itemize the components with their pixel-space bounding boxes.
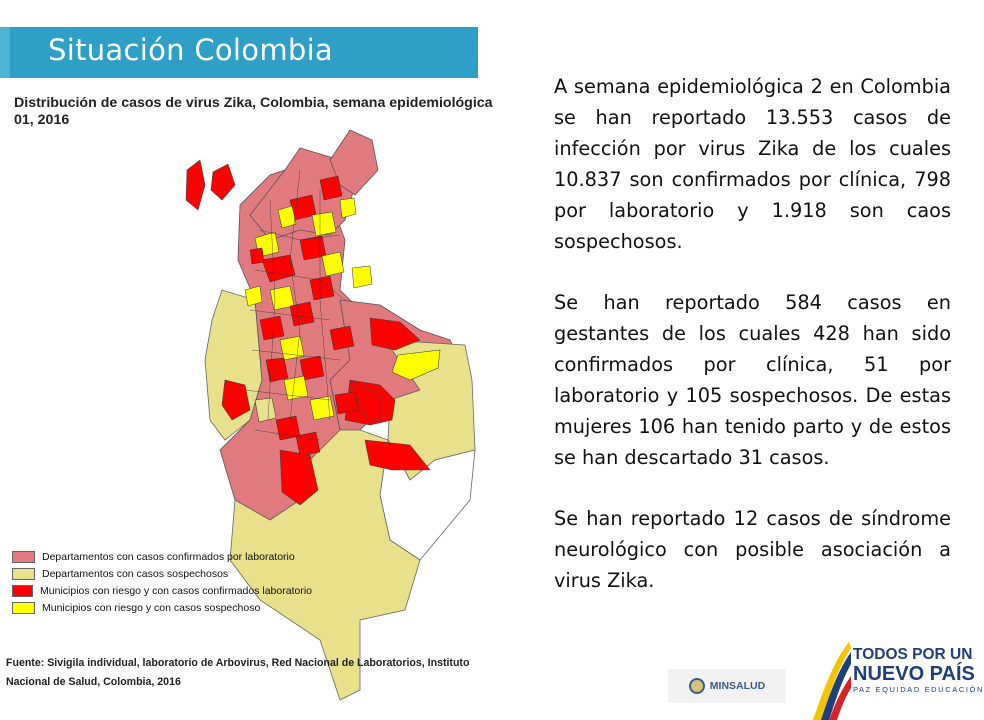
legend-swatch — [12, 602, 35, 614]
map-source: Fuente: Sivigila individual, laboratorio de Arbovirus, Red Nacional de Laboratorios, Instituto Nacional de Salud, Colombia, 2016 — [6, 657, 470, 688]
legend-item-suspected-dept — [12, 565, 312, 582]
slogan-line2: NUEVO PAÍS — [853, 663, 975, 685]
legend-item-risk-confirmed — [12, 582, 312, 599]
map-title: Distribución de casos de virus Zika, Colombia, semana epidemiológica 01, 2016 — [14, 95, 493, 128]
body-text — [554, 71, 951, 626]
paragraph-neurological: Se han reportado 12 casos de síndrome neurológico con posible asociación a virus Zika. — [554, 507, 951, 592]
slogan-line1: TODOS POR UN — [853, 646, 973, 663]
map-region-san-andres-a — [186, 160, 205, 210]
legend-swatch — [12, 568, 35, 580]
minsalud-label: MINSALUD — [709, 680, 766, 692]
map-region-san-andres-b — [211, 164, 235, 200]
paragraph-cases: A semana epidemiológica 2 en Colombia se han reportado 13.553 casos de infección por virus Zika de los cuales 10.837 son confirmados por clínica, 798 por laboratorio y 1.918 son caos sospechosos. — [554, 75, 951, 253]
page-title: Situación Colombia — [48, 33, 334, 67]
coat-of-arms-icon — [689, 678, 705, 694]
legend-item-risk-suspected — [12, 599, 312, 616]
legend-swatch — [12, 551, 35, 563]
footer-logos — [668, 642, 984, 720]
legend-item-confirmed-dept — [12, 548, 312, 565]
flag-swoosh-icon — [803, 642, 851, 720]
legend-label: Departamentos con casos sospechosos — [42, 567, 229, 580]
legend-swatch — [12, 585, 33, 597]
slogan-line3: PAZ EQUIDAD EDUCACIÓN — [853, 685, 984, 694]
slogan-logo — [853, 646, 984, 694]
minsalud-logo — [668, 669, 786, 703]
legend-label: Municipios con riesgo y con casos confirmados laboratorio — [40, 584, 312, 597]
legend-label: Departamentos con casos confirmados por laboratorio — [42, 550, 295, 563]
paragraph-pregnant: Se han reportado 584 casos en gestantes de los cuales 428 han sido confirmados por clínica, 51 por laboratorio y 105 sospechosos. De estas mujeres 106 han tenido parto y de estos se han descartado 31 casos. — [554, 291, 951, 469]
legend-label: Municipios con riesgo y con casos sospechoso — [42, 601, 261, 614]
map-legend — [12, 548, 312, 616]
